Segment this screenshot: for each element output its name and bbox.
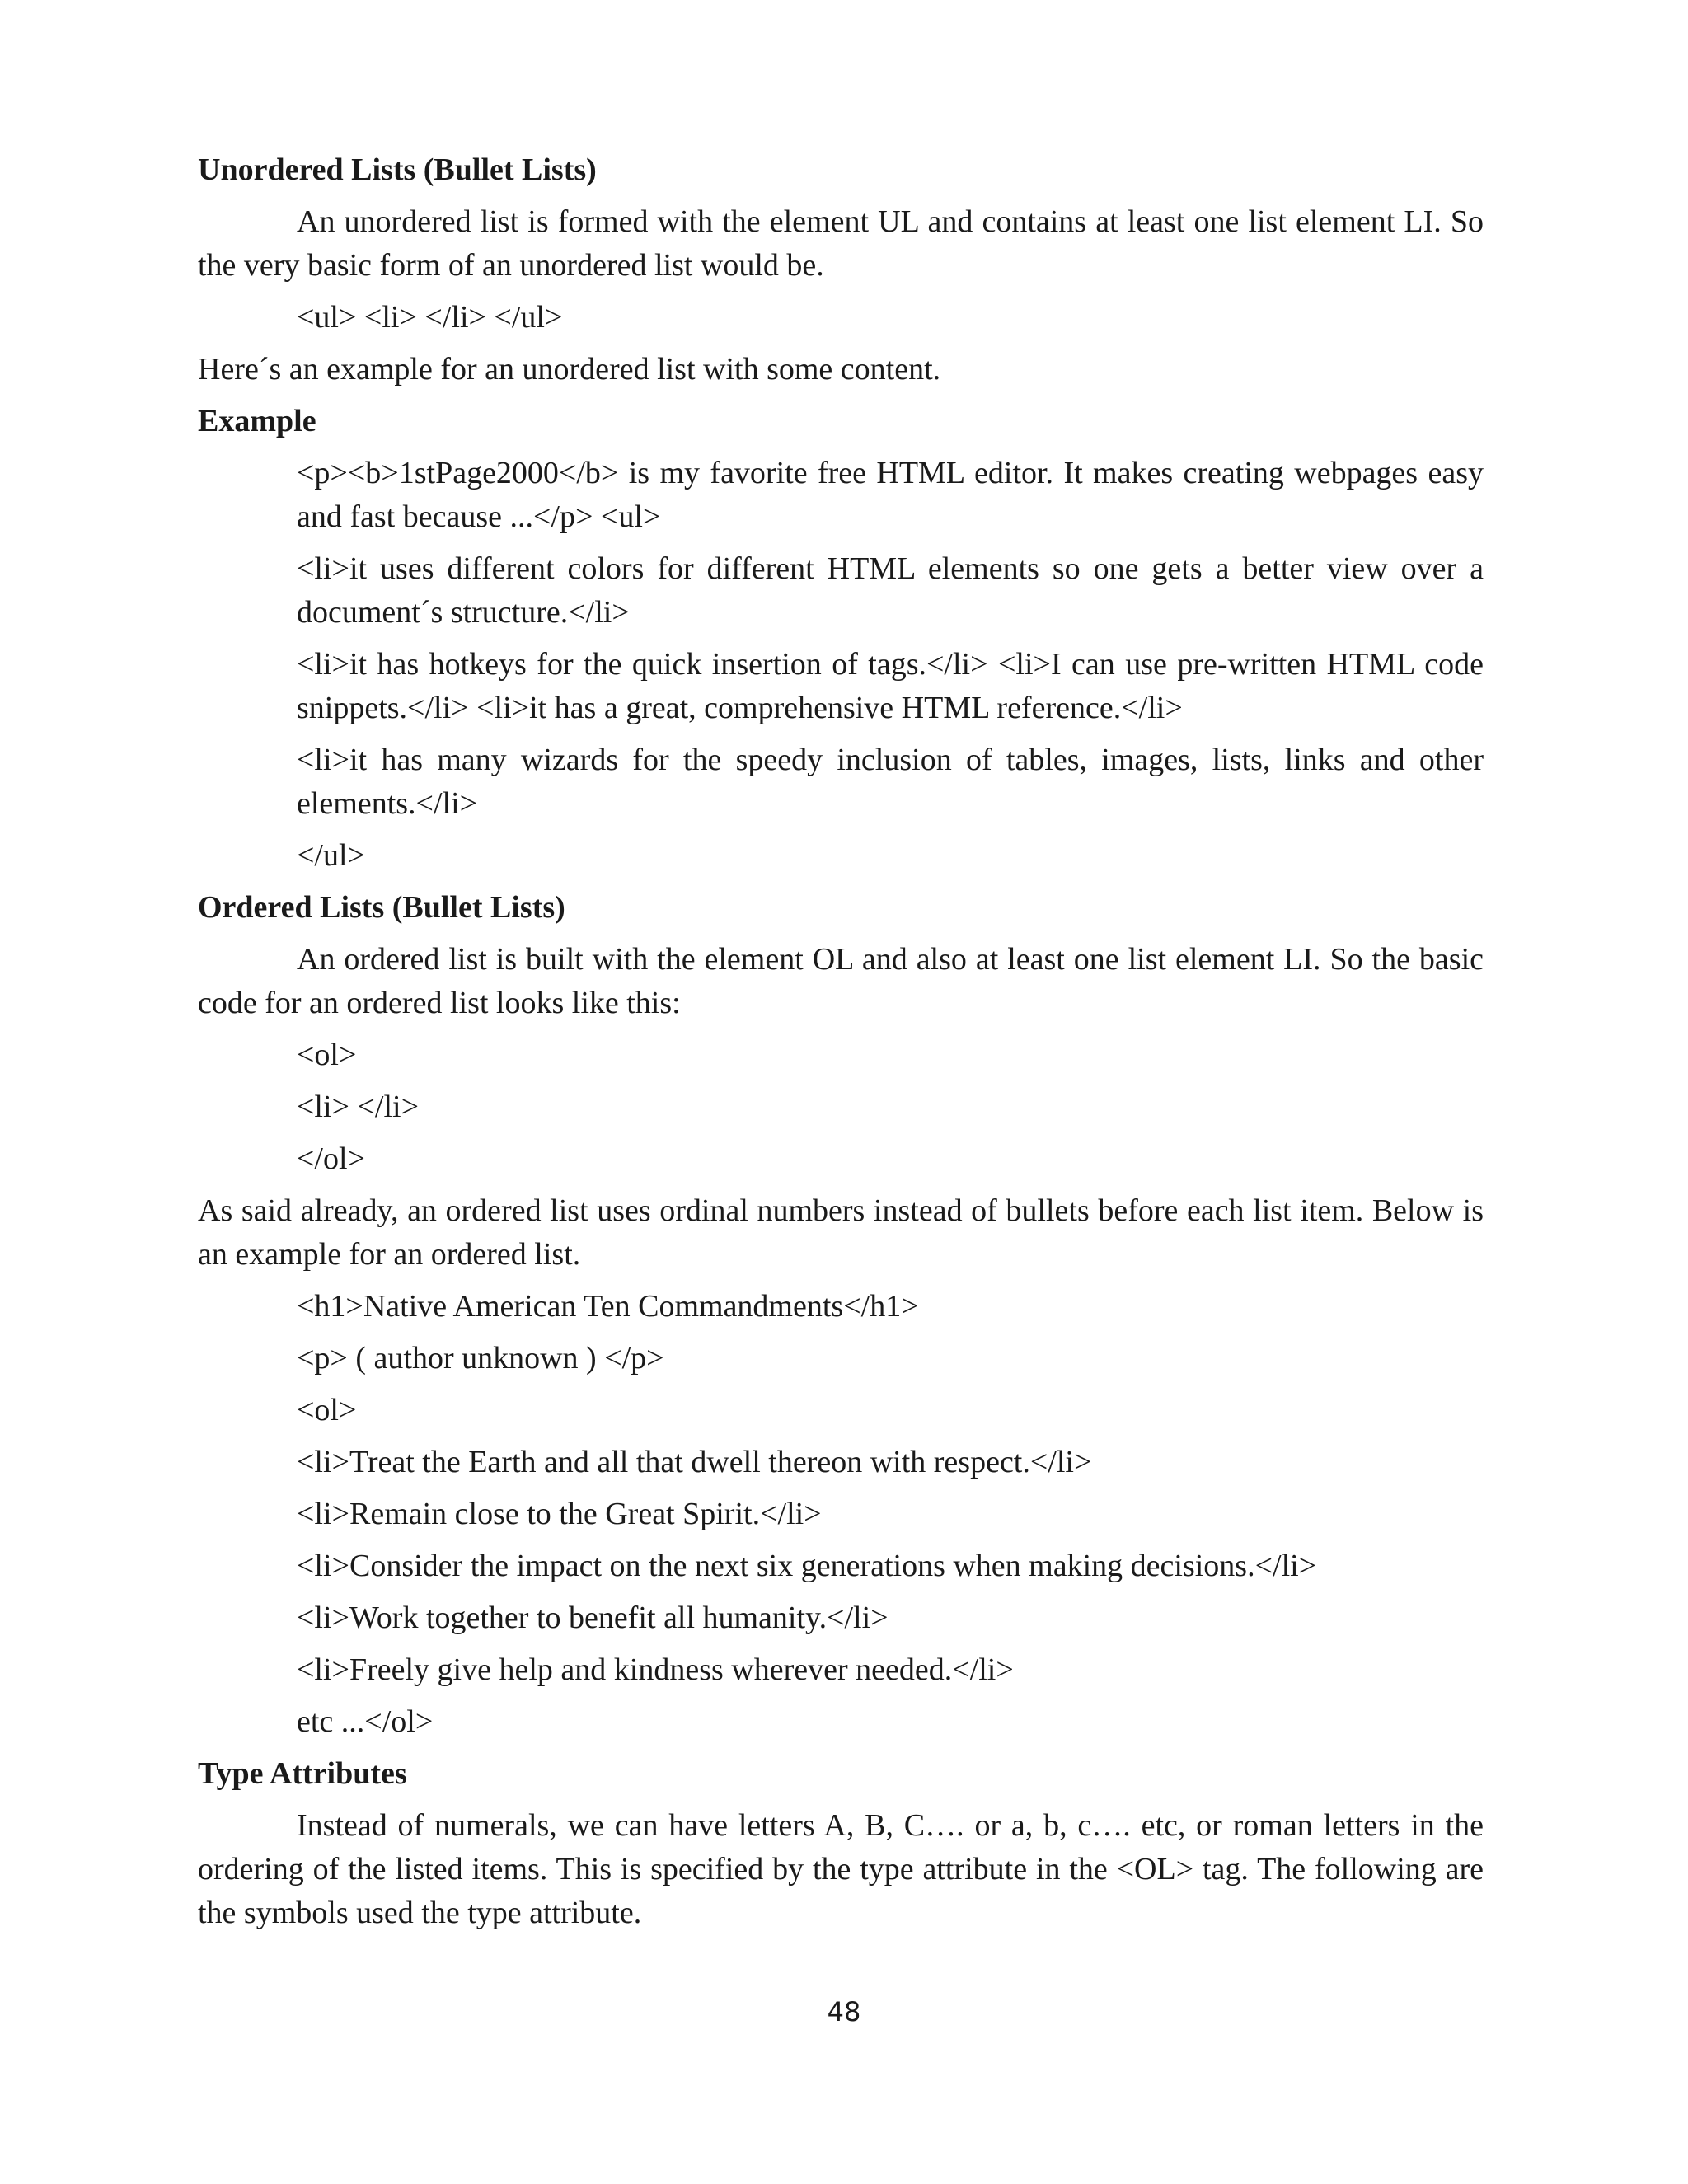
paragraph-ordered-intro: An ordered list is built with the element OL and also at least one list element LI. So the basic code for an ordered list looks like this: [198,942,1484,1020]
paragraph-unordered-intro: An unordered list is formed with the element UL and contains at least one list element LI. So the very basic form of an unordered list would be. [198,204,1484,283]
code-ordered-example-line: <li>Treat the Earth and all that dwell thereon with respect.</li> [297,1445,1092,1479]
paragraph-ordered-example-intro: As said already, an ordered list uses ordinal numbers instead of bullets before each list item. Below is an example for an ordered list. [198,1193,1484,1272]
code-ordered-basic-line: <li> </li> [297,1090,420,1124]
code-ordered-example-line: <ol> [297,1393,357,1427]
paragraph-unordered-example-intro: Here´s an example for an unordered list with some content. [198,352,941,387]
code-example-line: </ul> [297,838,365,873]
code-example-line: <li>it uses different colors for different HTML elements so one gets a better view over a document´s structure.</li> [297,551,1484,630]
code-ordered-example-line: <p> ( author unknown ) </p> [297,1341,664,1376]
code-ordered-example-line: <li>Remain close to the Great Spirit.</li> [297,1497,822,1531]
code-ordered-basic-line: <ol> [297,1038,357,1072]
code-ordered-example-line: <h1>Native American Ten Commandments</h1> [297,1289,919,1324]
code-ordered-example-line: <li>Freely give help and kindness wherever needed.</li> [297,1652,1014,1687]
heading-unordered-lists: Unordered Lists (Bullet Lists) [198,152,597,187]
heading-type-attributes: Type Attributes [198,1756,407,1791]
code-example-line: <li>it has hotkeys for the quick insertion of tags.</li> <li>I can use pre-written HTML code snippets.</li> <li>it has a great, comprehensive HTML reference.</li> [297,647,1484,725]
code-example-line: <p><b>1stPage2000</b> is my favorite free HTML editor. It makes creating webpages easy and fast because ...</p> <ul> [297,456,1484,534]
code-unordered-basic: <ul> <li> </li> </ul> [297,300,563,335]
heading-example: Example [198,404,316,438]
heading-ordered-lists: Ordered Lists (Bullet Lists) [198,890,565,925]
document-page [198,148,1484,1943]
code-ordered-example-line: etc ...</ol> [297,1704,434,1739]
paragraph-type-intro: Instead of numerals, we can have letters A, B, C…. or a, b, c…. etc, or roman letters in the ordering of the listed items. This is specified by the type attribute in the <OL> tag. The following are the symbols used the type attribute. [198,1808,1484,1930]
code-ordered-example-line: <li>Consider the impact on the next six generations when making decisions.</li> [297,1549,1317,1583]
code-ordered-example-line: <li>Work together to benefit all humanity.</li> [297,1601,889,1635]
page-number: 48 [827,1996,861,2027]
code-example-line: <li>it has many wizards for the speedy inclusion of tables, images, lists, links and other elements.</li> [297,743,1484,821]
code-ordered-basic-line: </ol> [297,1141,365,1176]
